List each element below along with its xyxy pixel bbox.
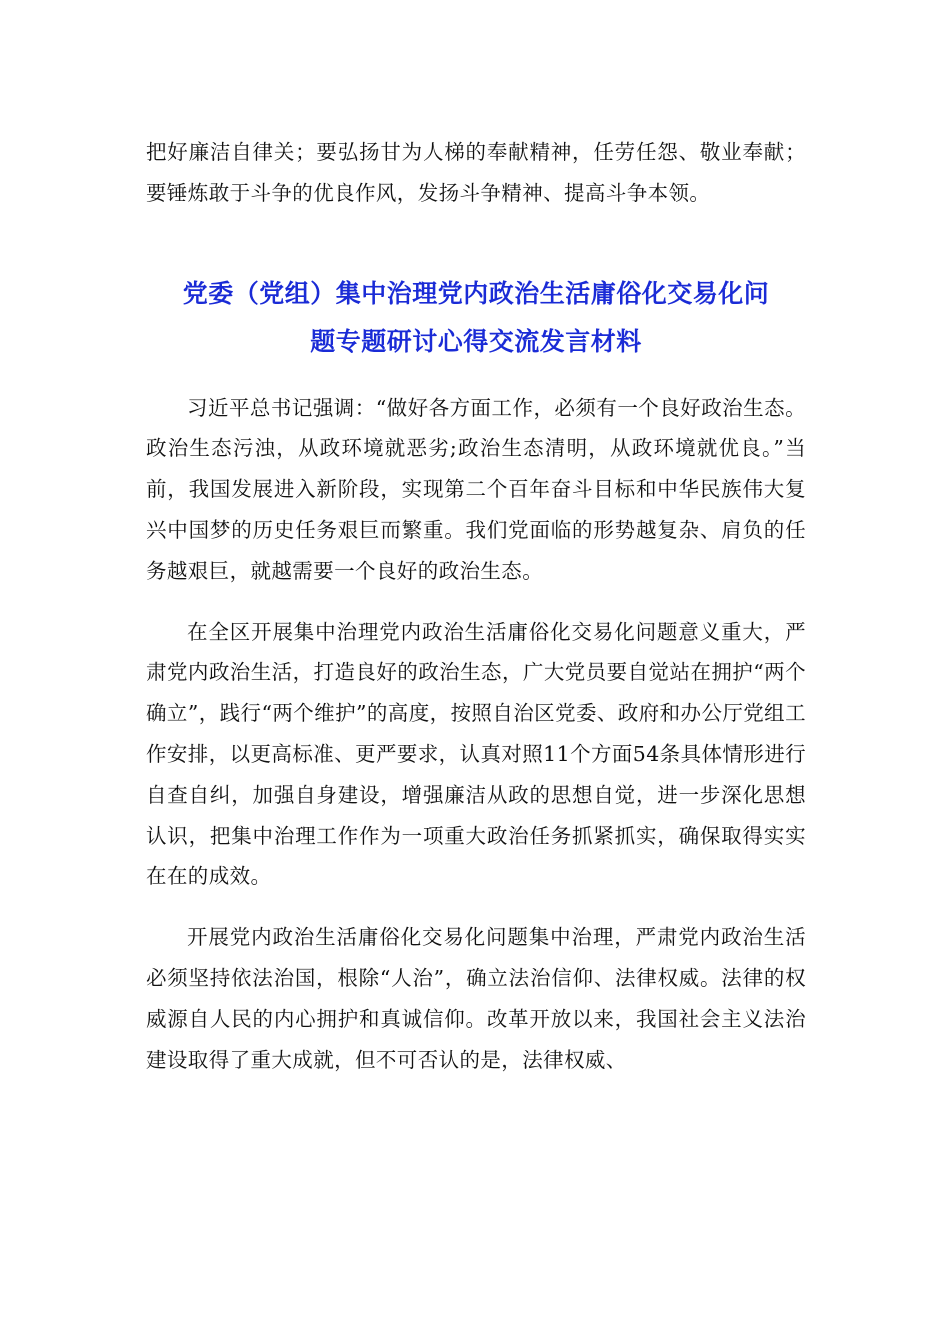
body-paragraph-2: 在全区开展集中治理党内政治生活庸俗化交易化问题意义重大，严肃党内政治生活，打造良好的政治生态，广大党员要自觉站在拥护“两个确立”，践行“两个维护”的高度，按照自治区党委、政府和办公厅党组工作安排，以更高标准、更严要求，认真对照11个方面54条具体情形进行自查自纠，加强自身建设，增强廉洁从政的思想自觉，进一步深化思想认识，把集中治理工作作为一项重大政治任务抓紧抓实，确保取得实实在在的成效。	[146, 619, 806, 889]
intro-paragraph: 把好廉洁自律关；要弘扬甘为人梯的奉献精神，任劳任怨、敬业奉献；要锤炼敢于斗争的优良作风，发扬斗争精神、提高斗争本领。	[146, 140, 806, 205]
title-line-1: 党委（党组）集中治理党内政治生活庸俗化交易化问	[182, 278, 770, 308]
body-paragraph-3: 开展党内政治生活庸俗化交易化问题集中治理，严肃党内政治生活必须坚持依法治国，根除“人治”，确立法治信仰、法律权威。法律的权威源自人民的内心拥护和真诚信仰。改革开放以来，我国社会主义法治建设取得了重大成就，但不可否认的是，法律权威、	[146, 925, 806, 1072]
document-title	[146, 270, 806, 366]
body-paragraph-1: 习近平总书记强调：“做好各方面工作，必须有一个良好政治生态。政治生态污浊，从政环境就恶劣;政治生态清明，从政环境就优良。”当前，我国发展进入新阶段，实现第二个百年奋斗目标和中华民族伟大复兴中国梦的历史任务艰巨而繁重。我们党面临的形势越复杂、肩负的任务越艰巨，就越需要一个良好的政治生态。	[146, 395, 806, 583]
title-line-2: 题专题研讨心得交流发言材料	[310, 326, 642, 356]
document-body	[146, 132, 806, 1080]
